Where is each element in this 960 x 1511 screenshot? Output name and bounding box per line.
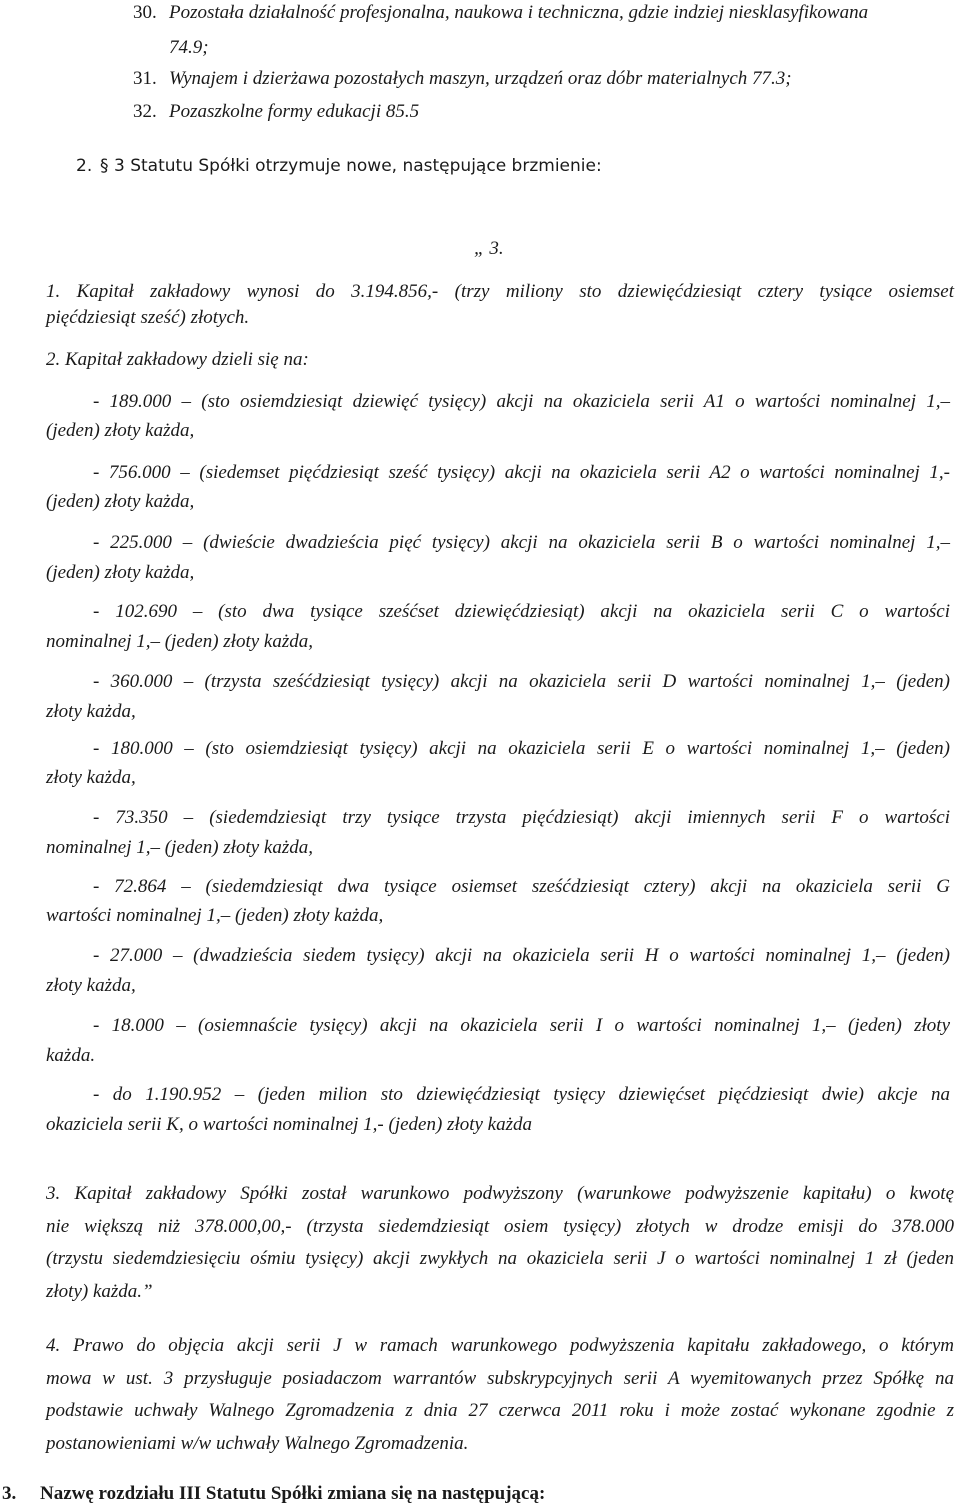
share-line-d-cont: złoty każda,	[46, 701, 136, 722]
share-line-h-cont: złoty każda,	[46, 975, 136, 996]
share-line-e: - 180.000 – (sto osiemdziesiąt tysięcy) akcji na okaziciela serii E o wartości nominalnej 1,– (jeden)	[93, 738, 950, 759]
share-line-a1-cont: (jeden) złoty każda,	[46, 420, 195, 441]
share-line-b: - 225.000 – (dwieście dwadzieścia pięć tysięcy) akcji na okaziciela serii B o wartości nominalnej 1,–	[93, 532, 950, 553]
share-line-a1: - 189.000 – (sto osiemdziesiąt dziewięć tysięcy) akcji na okaziciela serii A1 o wartości nominalnej 1,–	[93, 391, 950, 412]
list-number-30: 30.	[133, 2, 157, 23]
paragraph-header: „ 3.	[474, 238, 504, 259]
section-symbol: §	[100, 156, 109, 176]
section-2-heading: 3 Statutu Spółki otrzymuje nowe, następujące brzmienie:	[114, 156, 602, 176]
conditional-capital-line2: nie większą niż 378.000,00,- (trzysta siedemdziesiąt osiem tysięcy) złotych w drodze emisji do 378.000	[46, 1216, 954, 1237]
section-3-number: 3.	[2, 1483, 17, 1504]
list-item-30: Pozostała działalność profesjonalna, naukowa i techniczna, gdzie indziej niesklasyfikowana	[169, 2, 869, 23]
section-2-number: 2.	[76, 156, 93, 176]
share-line-k-cont: okaziciela serii K, o wartości nominalnej 1,- (jeden) złoty każda	[46, 1114, 533, 1135]
capital-division-heading: 2. Kapitał zakładowy dzieli się na:	[46, 349, 309, 370]
capital-amount-line1: 1. Kapitał zakładowy wynosi do 3.194.856,- (trzy miliony sto dziewięćdziesiąt cztery tysiące osiemset	[46, 281, 954, 302]
share-line-i: - 18.000 – (osiemnaście tysięcy) akcji na okaziciela serii I o wartości nominalnej 1,– (jeden) złoty	[93, 1015, 950, 1036]
share-line-h: - 27.000 – (dwadzieścia siedem tysięcy) akcji na okaziciela serii H o wartości nominalnej 1,– (jeden)	[93, 945, 950, 966]
share-line-d: - 360.000 – (trzysta sześćdziesiąt tysięcy) akcji na okaziciela serii D wartości nominalnej 1,– (jeden)	[93, 671, 950, 692]
share-line-c: - 102.690 – (sto dwa tysiące sześćset dziewięćdziesiąt) akcji na okaziciela serii C o wartości	[93, 601, 950, 622]
list-item-30-cont: 74.9;	[169, 37, 209, 58]
share-line-a2: - 756.000 – (siedemset pięćdziesiąt sześć tysięcy) akcji na okaziciela serii A2 o wartości nominalnej 1,-	[93, 462, 950, 483]
list-item-32: Pozaszkolne formy edukacji 85.5	[169, 101, 420, 122]
subscription-right-line2: mowa w ust. 3 przysługuje posiadaczom warrantów subskrypcyjnych serii A wyemitowanych przez Spółkę na	[46, 1368, 954, 1389]
section-3-heading: Nazwę rozdziału III Statutu Spółki zmiana się na następującą:	[40, 1483, 546, 1504]
share-line-f-cont: nominalnej 1,– (jeden) złoty każda,	[46, 837, 314, 858]
share-line-g-cont: wartości nominalnej 1,– (jeden) złoty każda,	[46, 905, 384, 926]
share-line-g: - 72.864 – (siedemdziesiąt dwa tysiące osiemset sześćdziesiąt cztery) akcji na okaziciela serii G	[93, 876, 950, 897]
share-line-a2-cont: (jeden) złoty każda,	[46, 491, 195, 512]
subscription-right-line1: 4. Prawo do objęcia akcji serii J w ramach warunkowego podwyższenia kapitału zakładowego, o którym	[46, 1335, 954, 1356]
conditional-capital-line4: złoty) każda.”	[46, 1281, 153, 1302]
conditional-capital-line1: 3. Kapitał zakładowy Spółki został warunkowo podwyższony (warunkowe podwyższenie kapitału) o kwotę	[46, 1183, 954, 1204]
subscription-right-line3: podstawie uchwały Walnego Zgromadzenia z dnia 27 czerwca 2011 roku i może zostać wykonane zgodnie z	[46, 1400, 954, 1421]
capital-amount-line2: pięćdziesiąt sześć) złotych.	[46, 307, 250, 328]
share-line-k: - do 1.190.952 – (jeden milion sto dziewięćdziesiąt tysięcy dziewięćset pięćdziesiąt dwie) akcje na	[93, 1084, 950, 1105]
subscription-right-line4: postanowieniami w/w uchwały Walnego Zgromadzenia.	[46, 1433, 469, 1454]
list-item-31: Wynajem i dzierżawa pozostałych maszyn, urządzeń oraz dóbr materialnych 77.3;	[169, 68, 792, 89]
share-line-b-cont: (jeden) złoty każda,	[46, 562, 195, 583]
share-line-f: - 73.350 – (siedemdziesiąt trzy tysiące trzysta pięćdziesiąt) akcji imiennych serii F o wartości	[93, 807, 950, 828]
list-number-31: 31.	[133, 68, 157, 89]
share-line-i-cont: każda.	[46, 1045, 96, 1066]
conditional-capital-line3: (trzystu siedemdziesięciu ośmiu tysięcy) akcji zwykłych na okaziciela serii J o wartości nominalnej 1 zł (jeden	[46, 1248, 954, 1269]
share-line-c-cont: nominalnej 1,– (jeden) złoty każda,	[46, 631, 314, 652]
share-line-e-cont: złoty każda,	[46, 767, 136, 788]
list-number-32: 32.	[133, 101, 157, 122]
